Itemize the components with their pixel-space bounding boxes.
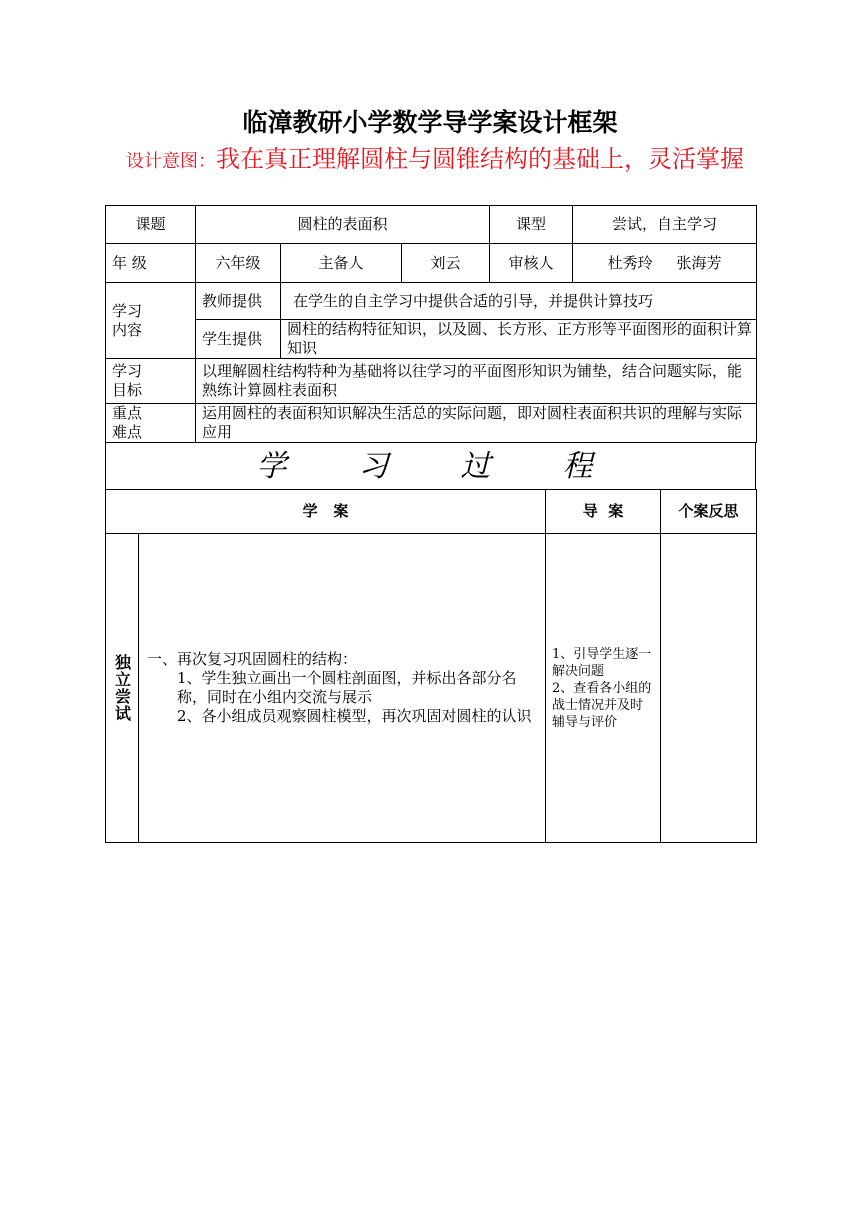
teacher-label: 教师提供 — [196, 283, 281, 320]
content-label-line1: 学习 — [112, 301, 143, 320]
grade-value: 六年级 — [196, 244, 281, 283]
key-value: 运用圆柱的表面积知识解决生活总的实际问题，即对圆柱表面积共识的理解与实际应用 — [196, 404, 757, 443]
design-intent — [120, 143, 750, 178]
grade-row — [106, 244, 757, 283]
section-body — [139, 534, 546, 843]
section-item2: 2、各小组成员观察圆柱模型，再次巩固对圆柱的认识 — [177, 707, 532, 725]
topic-row — [106, 206, 757, 244]
guide-body-text — [546, 646, 660, 731]
student-label: 学生提供 — [196, 320, 281, 359]
reviewer-label: 审核人 — [490, 244, 573, 283]
preparer-label: 主备人 — [281, 244, 402, 283]
goal-label-line1: 学习 — [112, 362, 143, 380]
process-heading: 学习过程 — [106, 443, 756, 490]
student-row — [106, 320, 757, 359]
key-label-line1: 重点 — [112, 404, 143, 422]
plan-header-row — [106, 490, 757, 534]
header-table — [105, 205, 757, 283]
grade-label: 年 级 — [106, 244, 196, 283]
section-line0: 一、再次复习巩固圆柱的结构： — [147, 650, 358, 668]
goal-row — [106, 359, 757, 404]
content-label-line2: 内容 — [112, 320, 143, 339]
topic-value: 圆柱的表面积 — [196, 206, 490, 244]
preparer-value: 刘云 — [402, 244, 490, 283]
reflect-column-header: 个案反思 — [661, 490, 757, 534]
goal-label-line2: 目标 — [112, 381, 143, 399]
teacher-value: 在学生的自主学习中提供合适的引导，并提供计算技巧 — [281, 283, 757, 320]
guide-item1: 1、引导学生逐一解决问题 — [552, 646, 652, 679]
info-table — [105, 282, 757, 443]
goal-value: 以理解圆柱结构特种为基础将以往学习的平面图形知识为铺垫，结合问题实际，能熟练计算圆柱表面积 — [196, 359, 757, 404]
plan-table — [105, 489, 757, 843]
teacher-row — [106, 283, 757, 320]
key-row — [106, 404, 757, 443]
section-label-cell — [106, 534, 139, 843]
document-title: 临漳教研小学数学导学案设计框架 — [242, 108, 618, 137]
type-label: 课型 — [490, 206, 573, 244]
reviewer-value: 杜秀玲 张海芳 — [573, 244, 757, 283]
guide-body — [546, 534, 661, 843]
section-item1: 1、学生独立画出一个圆柱剖面图，并标出各部分名称，同时在小组内交流与展示 — [177, 669, 517, 706]
section-independent-row — [106, 534, 757, 843]
reflect-body — [661, 534, 757, 843]
guide-column-header: 导 案 — [546, 490, 661, 534]
guide-item2: 2、查看各小组的战士情况并及时辅导与评价 — [552, 680, 652, 730]
section-body-text — [139, 650, 545, 726]
process-heading-table — [105, 442, 756, 490]
key-label-line2: 难点 — [112, 423, 143, 441]
goal-label — [106, 359, 196, 404]
student-value: 圆柱的结构特征知识，以及圆、长方形、正方形等平面图形的面积计算知识 — [281, 320, 757, 359]
content-label — [106, 283, 196, 359]
topic-label: 课题 — [106, 206, 196, 244]
type-value: 尝试，自主学习 — [573, 206, 757, 244]
key-label — [106, 404, 196, 443]
design-intent-text: 我在真正理解圆柱与圆锥结构的基础上，灵活掌握 — [216, 145, 744, 173]
section-label: 独立尝试 — [112, 654, 132, 722]
design-intent-label: 设计意图： — [126, 151, 216, 172]
plan-column-header: 学 案 — [106, 490, 546, 534]
